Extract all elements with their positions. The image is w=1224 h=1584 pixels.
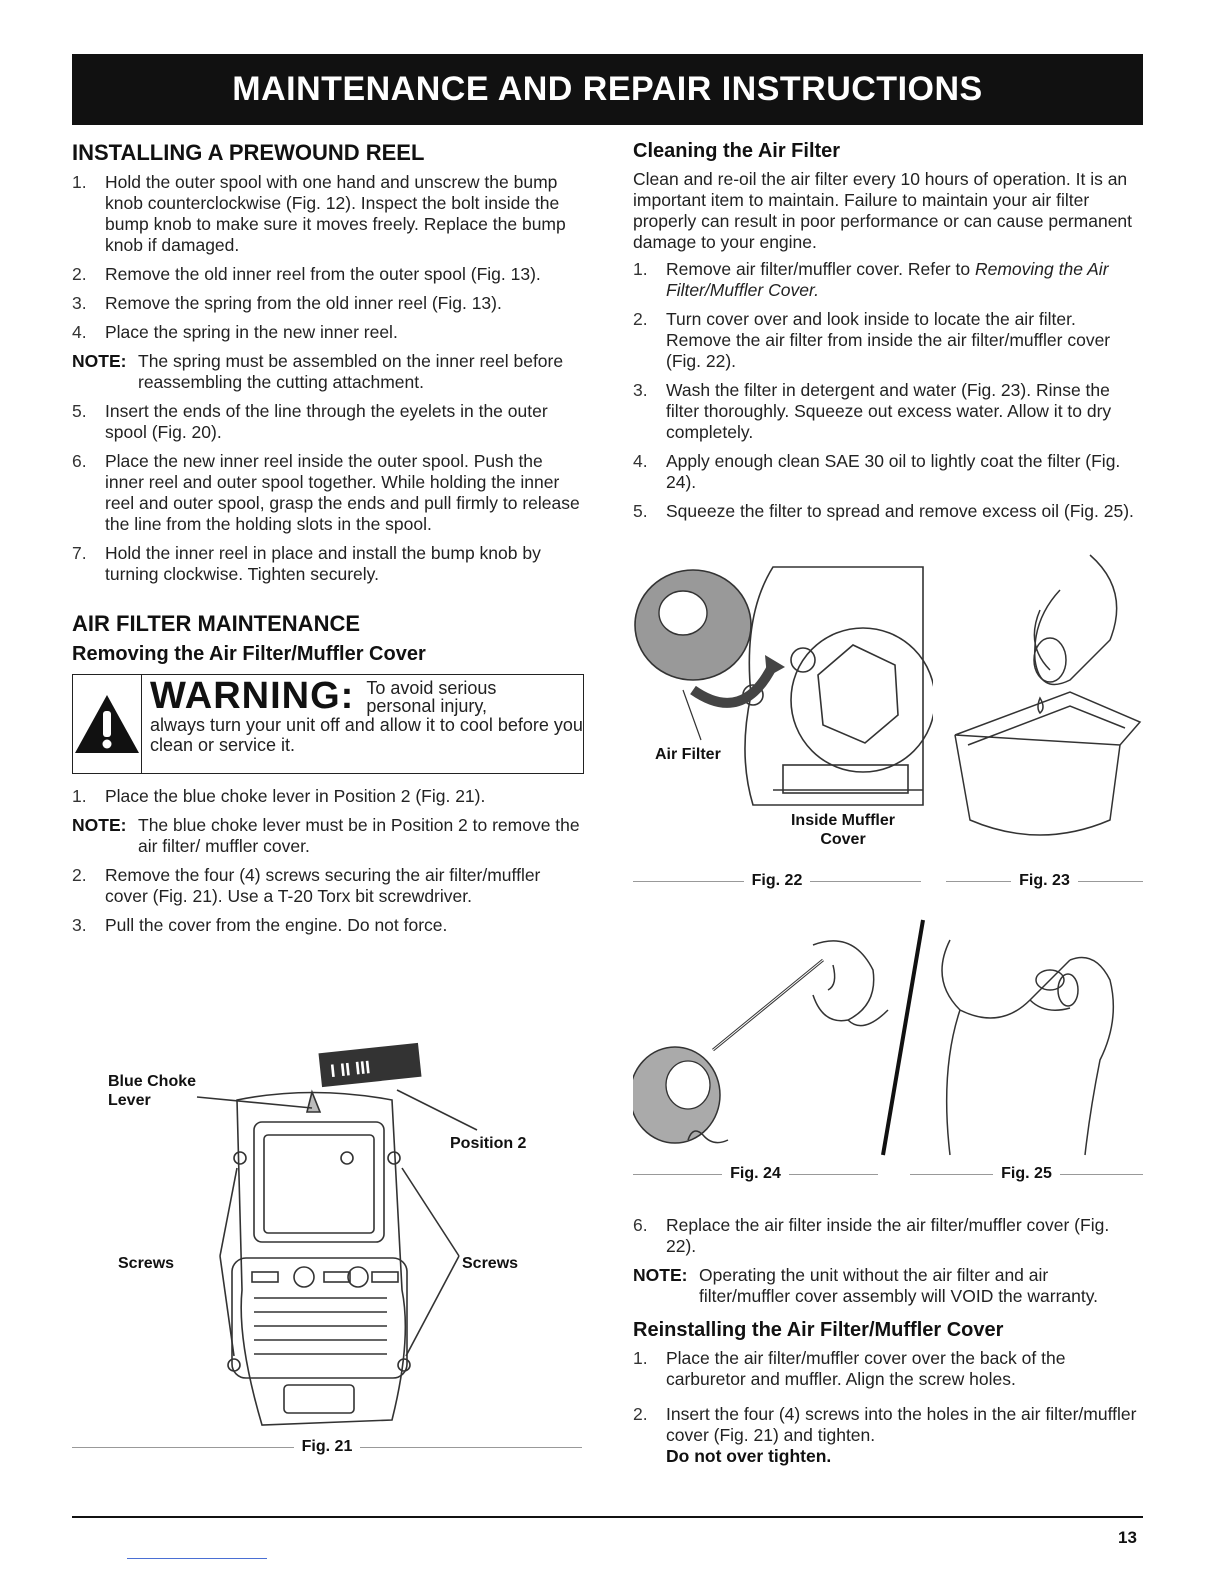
label-air-filter: Air Filter — [655, 746, 721, 763]
section-title-air-filter: AIR FILTER MAINTENANCE — [72, 611, 361, 636]
list-item: 2. Remove the four (4) screws securing the air filter/muffler cover (Fig. 21). Use a T-20 Torx bit screwdriver. — [72, 865, 541, 906]
svg-text:I II III: I II III — [329, 1057, 372, 1082]
list-item: 7. Hold the inner reel in place and install the bump knob by turning clockwise. Tighten securely. — [72, 543, 541, 584]
caption-fig-22: Fig. 22 — [633, 872, 921, 890]
section-title-prewound-reel: INSTALLING A PREWOUND REEL — [72, 140, 425, 165]
label-position-2: Position 2 — [450, 1135, 527, 1152]
list-item: 1. Place the air filter/muffler cover over the back of the carburetor and muffler. Align the screw holes. — [633, 1348, 1066, 1389]
washing-tub-illustration — [940, 550, 1145, 860]
subsection-title-reinstalling: Reinstalling the Air Filter/Muffler Cover — [633, 1319, 1004, 1341]
subsection-title-removing-cover: Removing the Air Filter/Muffler Cover — [72, 643, 426, 665]
page-number: 13 — [1118, 1528, 1137, 1547]
label-screws-left: Screws — [118, 1255, 175, 1272]
list-item: 5. Insert the ends of the line through the eyelets in the outer spool (Fig. 20). — [72, 401, 548, 442]
note-choke: NOTE: The blue choke lever must be in Position 2 to remove the air filter/ muffler cover. — [72, 815, 580, 856]
list-item: 2. Insert the four (4) screws into the holes in the air filter/muffler cover (Fig. 21) and tighten. Do not over tighten. — [633, 1404, 1137, 1466]
figure-25 — [920, 920, 1145, 1160]
right-column — [633, 140, 1143, 530]
reinstalling-steps — [633, 1348, 1143, 1467]
list-item: 4. Apply enough clean SAE 30 oil to lightly coat the filter (Fig. 24). — [633, 451, 1121, 492]
label-blue-choke-lever: Blue Choke Lever — [108, 1073, 197, 1109]
list-item: 1. Hold the outer spool with one hand and unscrew the bump knob counterclockwise (Fig. 12). Inspect the bolt inside the bump knob to make sure it moves freely. Replace the bump knob if damaged. — [72, 172, 566, 255]
footer-rule — [72, 1516, 1143, 1518]
squeezing-filter-illustration — [920, 920, 1145, 1160]
figure-23 — [940, 550, 1145, 860]
list-item: 3. Wash the filter in detergent and water (Fig. 23). Rinse the filter thoroughly. Squeeze out excess water. Allow it to dry completely. — [633, 380, 1112, 442]
subsection-title-cleaning: Cleaning the Air Filter — [633, 140, 841, 162]
cleaning-steps-cont — [633, 1215, 1143, 1257]
list-item: 2. Remove the old inner reel from the outer spool (Fig. 13). — [72, 264, 541, 284]
page-title: MAINTENANCE AND REPAIR INSTRUCTIONS — [232, 70, 983, 108]
removing-steps-d — [72, 865, 584, 936]
figure-21 — [72, 1040, 584, 1460]
right-column-bottom — [633, 1215, 1143, 1475]
cleaning-steps — [633, 259, 1143, 522]
list-item: 3. Remove the spring from the old inner reel (Fig. 13). — [72, 293, 502, 313]
note-spring: NOTE: The spring must be assembled on the inner reel before reassembling the cutting attachment. — [72, 351, 564, 392]
caption-fig-21: Fig. 21 — [72, 1438, 582, 1456]
list-item: 5. Squeeze the filter to spread and remove excess oil (Fig. 25). — [633, 501, 1134, 521]
inside-muffler-illustration — [633, 555, 933, 855]
list-item: 3. Pull the cover from the engine. Do not force. — [72, 915, 448, 935]
caption-fig-23: Fig. 23 — [946, 872, 1143, 890]
cleaning-intro: Clean and re-oil the air filter every 10 hours of operation. It is an important item to maintain. Failure to maintain your air filter properly can result in poor performance or can cause permanent damage to your engine. — [633, 169, 1133, 252]
note-warranty: NOTE: Operating the unit without the air filter and air filter/muffler cover assembly will VOID the warranty. — [633, 1265, 1099, 1306]
left-column — [72, 140, 584, 944]
caption-fig-25: Fig. 25 — [910, 1165, 1143, 1183]
warning-box — [72, 674, 584, 774]
page-banner — [72, 54, 1143, 125]
caption-fig-24: Fig. 24 — [633, 1165, 878, 1183]
figure-24 — [633, 915, 928, 1160]
warning-side-text: To avoid serious personal injury, — [366, 678, 497, 716]
warning-word: WARNING: — [150, 675, 355, 717]
warning-text: always turn your unit off and allow it to cool before you clean or service it. — [150, 715, 583, 755]
warning-triangle-icon — [73, 675, 142, 773]
list-item: 6. Replace the air filter inside the air filter/muffler cover (Fig. 22). — [633, 1215, 1110, 1256]
do-not-over-tighten: Do not over tighten. — [666, 1446, 832, 1466]
prewound-steps-a — [72, 172, 584, 343]
figure-22 — [633, 555, 933, 855]
oiling-filter-illustration — [633, 915, 928, 1160]
list-item: 6. Place the new inner reel inside the outer spool. Push the inner reel and outer spool together. While holding the inner reel and outer spool, grasp the ends and pull firmly to release the line from the holding slots in the spool. — [72, 451, 580, 534]
list-item: 1. Place the blue choke lever in Position 2 (Fig. 21). — [72, 786, 486, 806]
list-item: 4. Place the spring in the new inner reel. — [72, 322, 398, 342]
blue-underline — [127, 1558, 267, 1559]
prewound-steps-b — [72, 401, 584, 585]
list-item: 1. Remove air filter/muffler cover. Refer to Removing the Air Filter/Muffler Cover. — [633, 259, 1109, 300]
removing-steps-c — [72, 786, 584, 807]
label-inside-muffler-cover: Inside Muffler Cover — [773, 811, 913, 849]
label-screws-right: Screws — [462, 1255, 519, 1272]
list-item: 2. Turn cover over and look inside to locate the air filter. Remove the air filter from inside the air filter/muffler cover (Fig. 22). — [633, 309, 1111, 371]
